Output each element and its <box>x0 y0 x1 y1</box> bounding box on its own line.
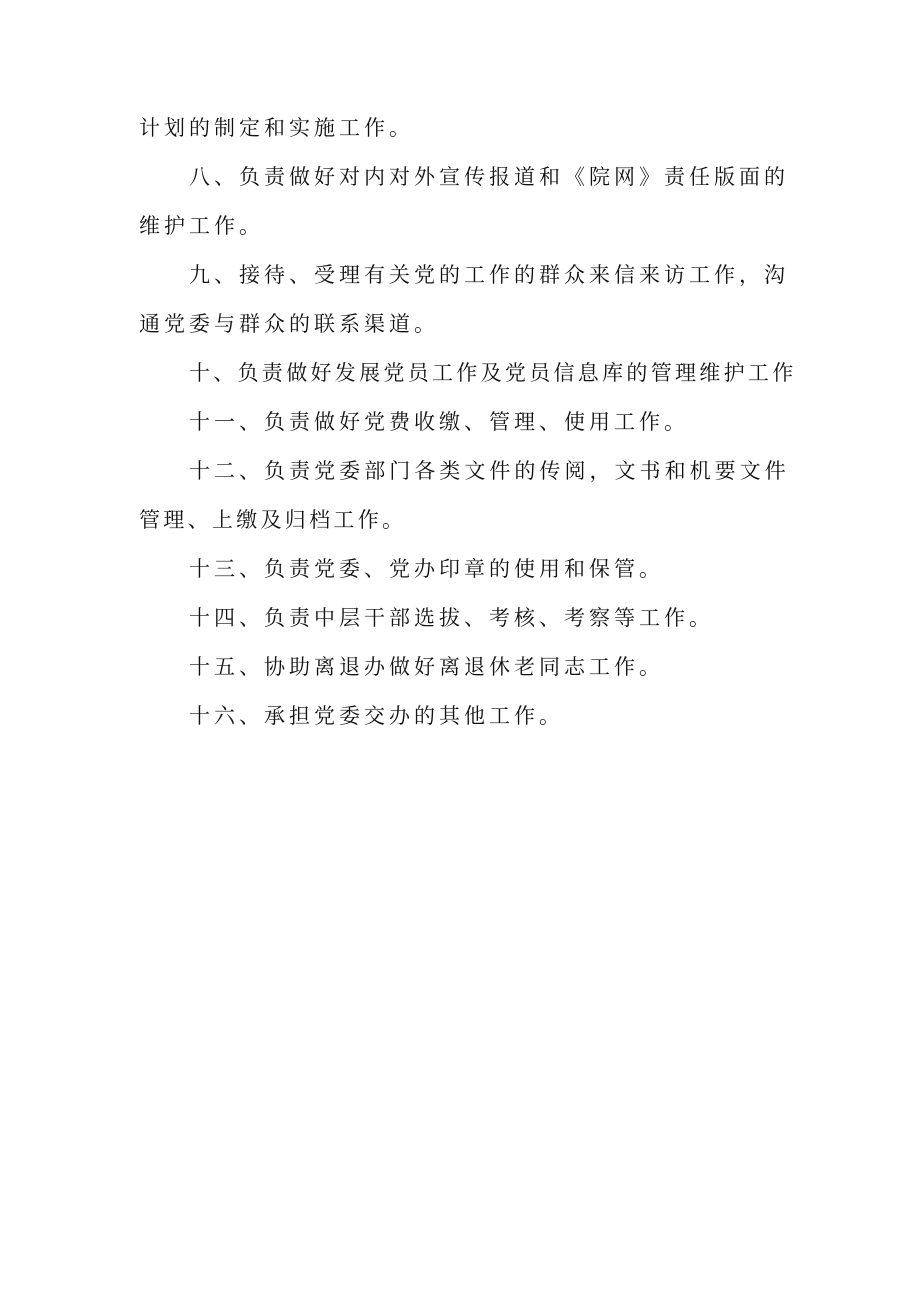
paragraph-continuation: 计划的制定和实施工作。 <box>139 116 414 140</box>
document-body <box>139 104 797 741</box>
paragraph-item-11: 十一、负责做好党费收缴、管理、使用工作。 <box>189 410 689 434</box>
paragraph-item-10: 十、负责做好发展党员工作及党员信息库的管理维护工作 <box>189 361 797 385</box>
paragraph-item-12: 十二、负责党委部门各类文件的传阅，文书和机要文件管理、上缴及归档工作。 <box>139 459 789 532</box>
paragraph-item-8: 八、负责做好对内对外宣传报道和《院网》责任版面的维护工作。 <box>139 165 789 238</box>
paragraph-item-14: 十四、负责中层干部选拔、考核、考察等工作。 <box>189 606 714 630</box>
paragraph-item-9: 九、接待、受理有关党的工作的群众来信来访工作，沟通党委与群众的联系渠道。 <box>139 263 789 336</box>
paragraph-item-15: 十五、协助离退办做好离退休老同志工作。 <box>189 655 664 679</box>
paragraph-item-16: 十六、承担党委交办的其他工作。 <box>189 704 564 728</box>
paragraph-item-13: 十三、负责党委、党办印章的使用和保管。 <box>189 557 664 581</box>
